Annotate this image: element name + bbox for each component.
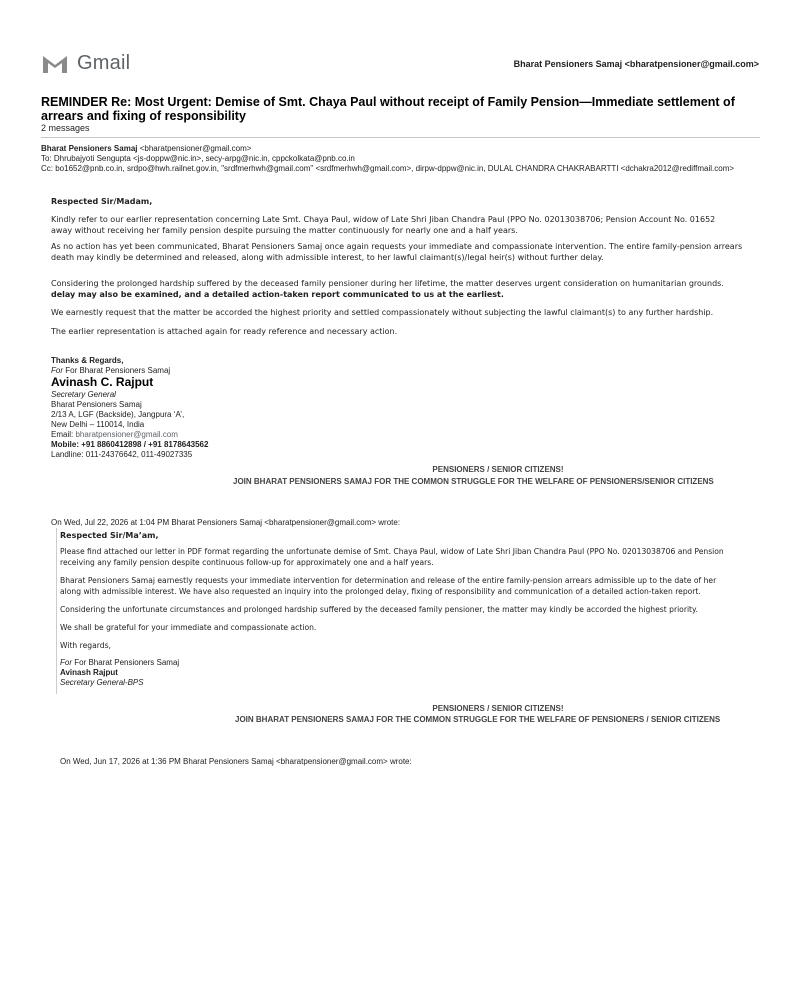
quoted1-header: On Wed, Jul 22, 2026 at 1:04 PM Bharat Pensioners Samaj <bharatpensioner@gmail.com> wrote: xyxy=(51,518,401,527)
para4: We earnestly request that the matter be accorded the highest priority and settled compassionately without subjecting the lawful claimant(s) to any further hardship. xyxy=(51,308,714,317)
quoted1-name: Avinash Rajput xyxy=(60,668,118,677)
quoted1-para2-line2: along with admissible interest. We have also requested an inquiry into the prolonged delay, fixing of responsibility and communication of a detailed action-taken report. xyxy=(60,587,701,596)
footer1-line2: JOIN BHARAT PENSIONERS SAMAJ FOR THE COMMON STRUGGLE FOR THE WELFARE OF PENSIONERS/SENIOR CITIZENS xyxy=(233,477,714,486)
para2-line1: As no action has yet been communicated, Bharat Pensioners Samaj once again requests your immediate and compassionate intervention. The entire family-pension arrears xyxy=(51,242,743,251)
quoted1-closing: With regards, xyxy=(60,641,111,650)
footer1-line1: PENSIONERS / SENIOR CITIZENS! xyxy=(432,465,564,474)
para2-line2: death may kindly be determined and released, along with admissible interest, to her lawful claimant(s)/legal heir(s) without further delay. xyxy=(51,253,604,262)
to-recipients: To: Dhrubajyoti Sengupta <js-doppw@nic.in>, secy-arpg@nic.in, cppckolkata@pnb.co.in xyxy=(41,154,355,163)
thread-subject: REMINDER Re: Most Urgent: Demise of Smt. Chaya Paul without receipt of Family Pension—Immediate settlement of arrears and fixing of responsibility xyxy=(41,95,735,123)
sig-address2: New Delhi – 110014, India xyxy=(51,420,145,429)
quoted1-title: Secretary General-BPS xyxy=(60,678,144,687)
header-divider xyxy=(41,137,760,138)
para3-line2: delay may also be examined, and a detailed action-taken report communicated to us at the earliest. xyxy=(51,290,504,299)
gmail-brand-text: Gmail xyxy=(77,52,131,74)
quoted1-for-org-text: For Bharat Pensioners Samaj xyxy=(74,658,180,667)
quoted2-header: On Wed, Jun 17, 2026 at 1:36 PM Bharat Pensioners Samaj <bharatpensioner@gmail.com> wrote: xyxy=(60,757,412,766)
sig-for-org-text: For Bharat Pensioners Samaj xyxy=(65,366,171,375)
footer2-line2: JOIN BHARAT PENSIONERS SAMAJ FOR THE COMMON STRUGGLE FOR THE WELFARE OF PENSIONERS / SENIOR CITIZENS xyxy=(235,715,721,724)
gmail-logo-icon xyxy=(41,52,69,74)
salutation: Respected Sir/Madam, xyxy=(51,197,153,206)
para3-line1: Considering the prolonged hardship suffered by the deceased family pensioner during her lifetime, the matter deserves urgent consideration on humanitarian grounds. xyxy=(51,279,724,288)
footer2-line1: PENSIONERS / SENIOR CITIZENS! xyxy=(432,704,564,713)
para5: The earlier representation is attached again for ready reference and necessary action. xyxy=(51,327,398,336)
sig-email-link[interactable]: bharatpensioner@gmail.com xyxy=(75,430,178,439)
quoted1-para2-line1: Bharat Pensioners Samaj earnestly requests your immediate intervention for determination and release of the entire family-pension arrears admissible up to the date of her xyxy=(60,576,717,585)
sig-mobile: Mobile: +91 8860412898 / +91 8178643562 xyxy=(51,440,209,449)
sig-landline: Landline: 011-24376642, 011-49027335 xyxy=(51,450,193,459)
quoted1-para1-line2: receiving any family pension despite continuous follow-up for approximately one and a half years. xyxy=(60,558,434,567)
sig-for-word: For xyxy=(51,366,63,375)
quoted1-para4: We shall be grateful for your immediate and compassionate action. xyxy=(60,623,317,632)
sender-line xyxy=(41,144,251,154)
sig-name: Avinash C. Rajput xyxy=(51,375,154,389)
quote-bar xyxy=(56,528,57,694)
cc-recipients: Cc: bo1652@pnb.co.in, srdpo@hwh.railnet.gov.in, "srdfmerhwh@gmail.com" <srdfmerhwh@gmail.com>, dirpw-dppw@nic.in, DULAL CHANDRA CHAKRABARTTI <dchakra2012@rediffmail.com> xyxy=(41,164,735,173)
quoted1-for-org xyxy=(60,658,179,668)
para1-line1: Kindly refer to our earlier representation concerning Late Smt. Chaya Paul, widow of Late Shri Jiban Chandra Paul (PPO No. 02013038706; Pension Account No. 01652 xyxy=(51,215,716,224)
sig-org: Bharat Pensioners Samaj xyxy=(51,400,142,409)
sig-email-line xyxy=(51,430,178,440)
quoted1-para3: Considering the unfortunate circumstances and prolonged hardship suffered by the deceased family pensioner, the matter may kindly be accorded the highest priority. xyxy=(60,605,698,614)
sig-title: Secretary General xyxy=(51,390,116,399)
quoted1-for-word: For xyxy=(60,658,72,667)
sender-name: Bharat Pensioners Samaj xyxy=(41,144,138,153)
sender-email[interactable]: <bharatpensioner@gmail.com> xyxy=(139,144,252,153)
message-count: 2 messages xyxy=(41,123,90,133)
sig-address1: 2/13 A, LGF (Backside), Jangpura ‘A’, xyxy=(51,410,185,419)
quoted1-para1-line1: Please find attached our letter in PDF format regarding the unfortunate demise of Smt. Chaya Paul, widow of Late Shri Jiban Chandra Paul (PPO No. 02013038706 and Pension xyxy=(60,547,724,556)
account-identity: Bharat Pensioners Samaj <bharatpensioner@gmail.com> xyxy=(513,59,759,69)
sig-thanks: Thanks & Regards, xyxy=(51,356,124,365)
para1-line2: away without receiving her family pension despite pursuing the matter continuously for nearly one and a half years. xyxy=(51,226,518,235)
quoted1-salutation: Respected Sir/Ma’am, xyxy=(60,531,159,540)
sig-email-label: Email: xyxy=(51,430,74,439)
